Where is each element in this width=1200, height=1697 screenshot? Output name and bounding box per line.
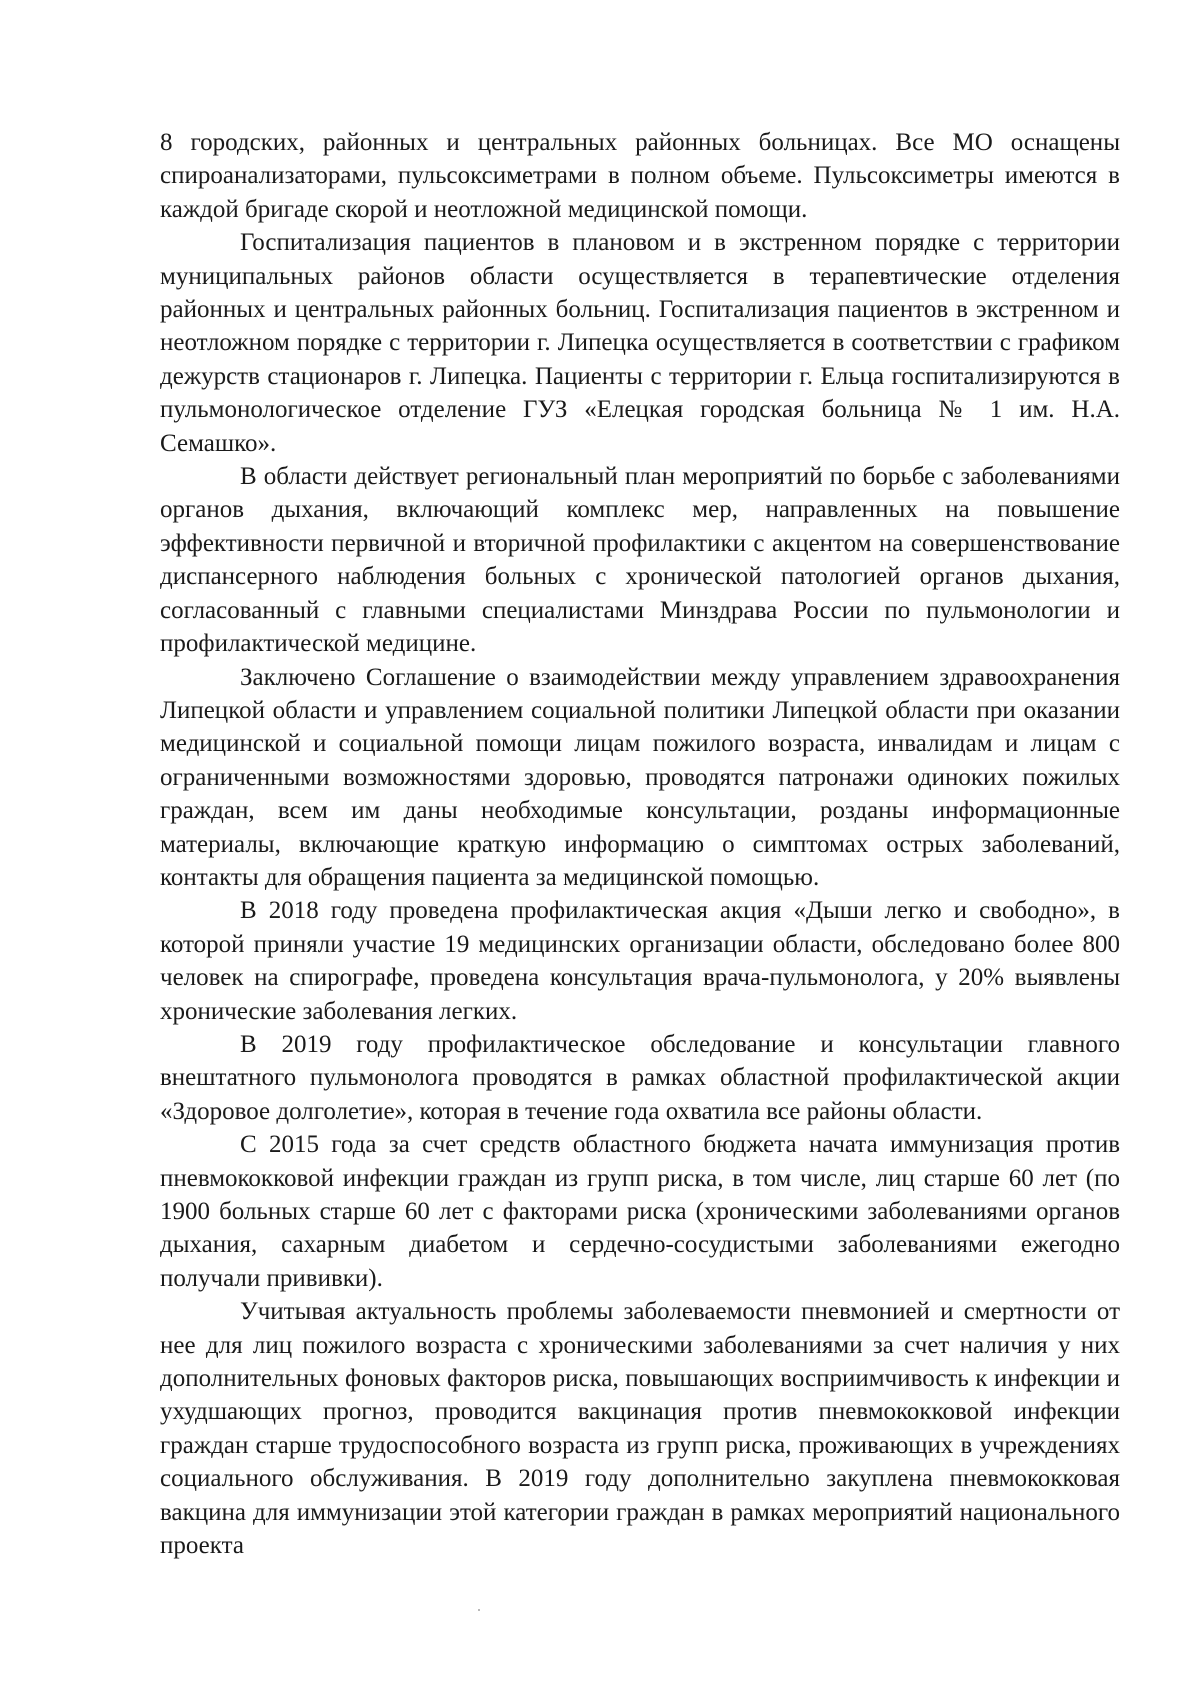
- paragraph-regional-plan: В области действует региональный план мероприятий по борьбе с заболеваниями органов дыхания, включающий комплекс мер, направленных на повышение эффективности первичной и вторичной профилактики с акцентом на совершенствование диспансерного наблюдения больных с хронической патологией органов дыхания, согласованный с главными специалистами Минздрава России по пульмонологии и профилактической медицине.: [160, 463, 1120, 658]
- paragraph-vaccination: Учитывая актуальность проблемы заболеваемости пневмонией и смертности от нее для лиц пожилого возраста с хроническими заболеваниями за счет наличия у них дополнительных фоновых факторов риска, повышающих восприимчивость к инфекции и ухудшающих прогноз, проводится вакцинация против пневмококковой инфекции граждан старше трудоспособного возраста из групп риска, проживающих в учреждениях социального обслуживания. В 2019 году дополнительно закуплена пневмококковая вакцина для иммунизации этой категории граждан в рамках мероприятий национального проекта: [160, 1298, 1120, 1560]
- body-text: [160, 126, 1120, 1562]
- paragraph-immunization-2015: С 2015 года за счет средств областного бюджета начата иммунизация против пневмококковой инфекции граждан из групп риска, в том числе, лиц старше 60 лет (по 1900 больных старше 60 лет с факторами риска (хроническими заболеваниями органов дыхания, сахарным диабетом и сердечно-сосудистыми заболеваниями ежегодно получали прививки).: [160, 1131, 1120, 1292]
- paragraph-equipment: 8 городских, районных и центральных районных больницах. Все МО оснащены спироанализаторами, пульсоксиметрами в полном объеме. Пульсоксиметры имеются в каждой бригаде скорой и неотложной медицинской помощи.: [160, 129, 1120, 223]
- paragraph-agreement: Заключено Соглашение о взаимодействии между управлением здравоохранения Липецкой области и управлением социальной политики Липецкой области при оказании медицинской и социальной помощи лицам пожилого возраста, инвалидам и лицам с ограниченными возможностями здоровью, проводятся патронажи одиноких пожилых граждан, всем им даны необходимые консультации, розданы информационные материалы, включающие краткую информацию о симптомах острых заболеваний, контакты для обращения пациента за медицинской помощью.: [160, 663, 1120, 891]
- paragraph-campaign-2018: В 2018 году проведена профилактическая акция «Дыши легко и свободно», в которой приняли участие 19 медицинских организации области, обследовано более 800 человек на спирографе, проведена консультация врача-пульмонолога, у 20% выявлены хронические заболевания легких.: [160, 897, 1120, 1025]
- scan-artifact: [478, 1609, 480, 1611]
- paragraph-hospitalization: Госпитализация пациентов в плановом и в экстренном порядке с территории муниципальных районов области осуществляется в терапевтические отделения районных и центральных районных больниц. Госпитализация пациентов в экстренном и неотложном порядке с территории г. Липецка осуществляется в соответствии с графиком дежурств стационаров г. Липецка. Пациенты с территории г. Ельца госпитализируются в пульмонологическое отделение ГУЗ «Елецкая городская больница № 1 им. Н.А. Семашко».: [160, 229, 1120, 457]
- paragraph-campaign-2019: В 2019 году профилактическое обследование и консультации главного внештатного пульмонолога проводятся в рамках областной профилактической акции «Здоровое долголетие», которая в течение года охватила все районы области.: [160, 1030, 1120, 1125]
